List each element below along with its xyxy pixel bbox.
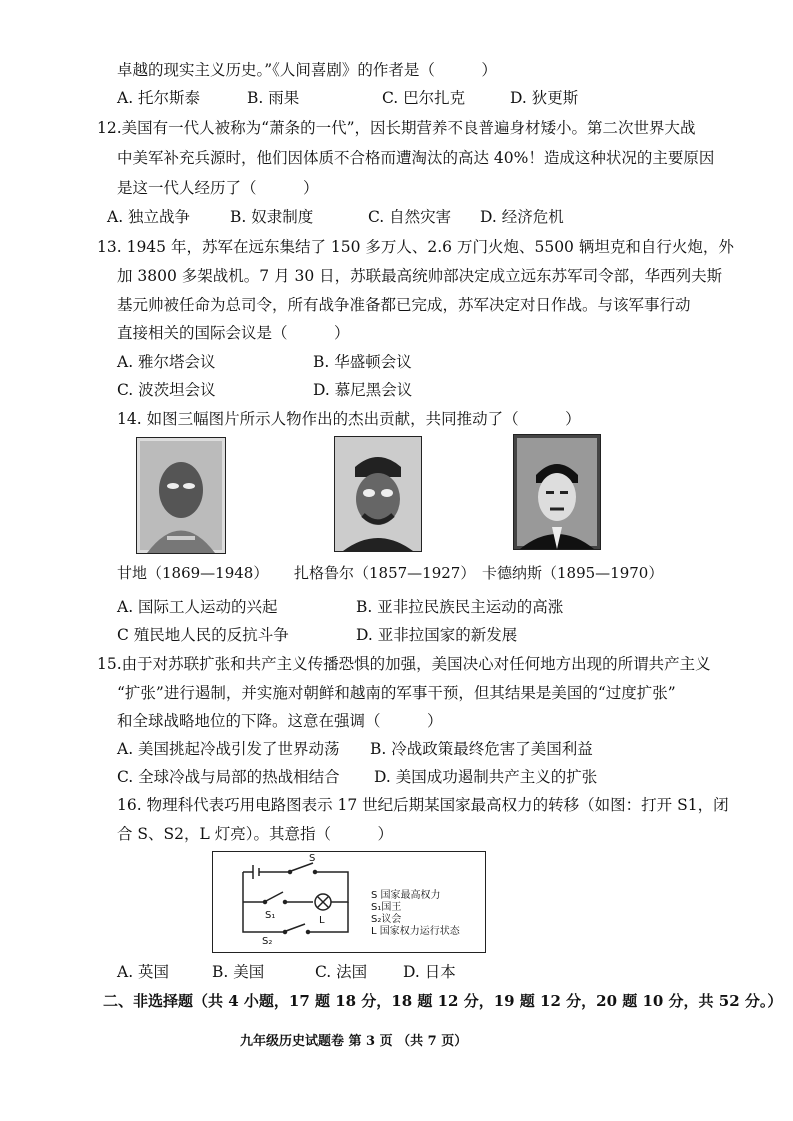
q13-stem-line2: 加 3800 多架战机。7 月 30 日，苏联最高统帅部决定成立远东苏军司令部，华西列夫斯 [117,267,723,285]
legend-l: L 国家权力运行状态 [371,926,460,937]
legend-s: S 国家最高权力 [371,890,441,901]
label-s: S [309,853,316,864]
q14-option-b: B. 亚非拉民族民主运动的高涨 [356,598,564,616]
q16-option-c: C. 法国 [315,963,368,981]
q13-option-a: A. 雅尔塔会议 [117,353,216,371]
q12-option-d: D. 经济危机 [480,208,564,226]
q14-option-d: D. 亚非拉国家的新发展 [356,626,518,644]
q11-option-c: C. 巴尔扎克 [382,89,466,107]
q12-option-a: A. 独立战争 [107,208,191,226]
section-2-heading: 二、非选择题（共 4 小题，17 题 18 分，18 题 12 分，19 题 12 分，20 题 10 分，共 52 分。） [103,992,783,1010]
q15-stem-line3: 和全球战略地位的下降。这意在强调（ ） [117,712,443,730]
q15-option-c: C. 全球冷战与局部的热战相结合 [117,768,340,786]
q12-option-c: C. 自然灾害 [368,208,452,226]
legend-s2: S₂议会 [371,914,402,925]
q16-stem-line2: 合 S、S2，L 灯亮）。其意指（ ） [117,825,393,843]
zaghlul-portrait [334,436,422,552]
q14-option-a: A. 国际工人运动的兴起 [117,598,278,616]
label-l: L [319,915,325,926]
q15-option-d: D. 美国成功遏制共产主义的扩张 [374,768,598,786]
page-footer: 九年级历史试题卷 第 3 页 （共 7 页） [240,1034,468,1049]
q11-stem-line: 卓越的现实主义历史。”《人间喜剧》的作者是（ ） [117,61,497,79]
q15-stem-line1: 15.由于对苏联扩张和共产主义传播恐惧的加强，美国决心对任何地方出现的所谓共产主义 [97,655,711,673]
legend-s1: S₁国王 [371,902,402,913]
q13-stem-line3: 基元帅被任命为总司令，所有战争准备都已完成，苏军决定对日作战。与该军事行动 [117,296,691,314]
q13-stem-line1: 13. 1945 年，苏军在远东集结了 150 多万人、2.6 万门火炮、5500 辆坦克和自行火炮，外 [97,238,734,256]
q11-option-a: A. 托尔斯泰 [117,89,201,107]
q12-stem-line2: 中美军补充兵源时，他们因体质不合格而遭淘汰的高达 40%！造成这种状况的主要原因 [117,149,715,167]
label-s2: S₂ [262,936,273,947]
q11-option-b: B. 雨果 [247,89,300,107]
q13-option-c: C. 波茨坦会议 [117,381,216,399]
gandhi-caption: 甘地（1869—1948） [117,564,269,582]
q16-option-b: B. 美国 [212,963,265,981]
zaghlul-caption: 扎格鲁尔（1857—1927） [294,564,476,582]
q14-stem-line1: 14. 如图三幅图片所示人物作出的杰出贡献，共同推动了（ ） [117,410,581,428]
q13-option-b: B. 华盛顿会议 [313,353,412,371]
cardenas-portrait [513,434,601,550]
q12-stem-line3: 是这一代人经历了（ ） [117,179,319,197]
q13-option-d: D. 慕尼黑会议 [313,381,413,399]
q15-option-b: B. 冷战政策最终危害了美国利益 [370,740,593,758]
label-s1: S₁ [265,910,276,921]
q16-option-a: A. 英国 [117,963,170,981]
q16-stem-line1: 16. 物理科代表巧用电路图表示 17 世纪后期某国家最高权力的转移（如图：打开 S1，闭 [117,796,729,814]
cardenas-caption: 卡德纳斯（1895—1970） [482,564,664,582]
q13-stem-line4: 直接相关的国际会议是（ ） [117,324,350,342]
q14-option-c: C 殖民地人民的反抗斗争 [117,626,289,644]
q11-option-d: D. 狄更斯 [510,89,579,107]
q15-option-a: A. 美国挑起冷战引发了世界动荡 [117,740,340,758]
q15-stem-line2: “扩张”进行遏制，并实施对朝鲜和越南的军事干预，但其结果是美国的“过度扩张” [117,684,676,702]
q16-option-d: D. 日本 [403,963,456,981]
q12-option-b: B. 奴隶制度 [230,208,314,226]
circuit-diagram [212,851,486,953]
gandhi-portrait [136,437,226,554]
q12-stem-line1: 12.美国有一代人被称为“萧条的一代”，因长期营养不良普遍身材矮小。第二次世界大战 [97,119,696,137]
